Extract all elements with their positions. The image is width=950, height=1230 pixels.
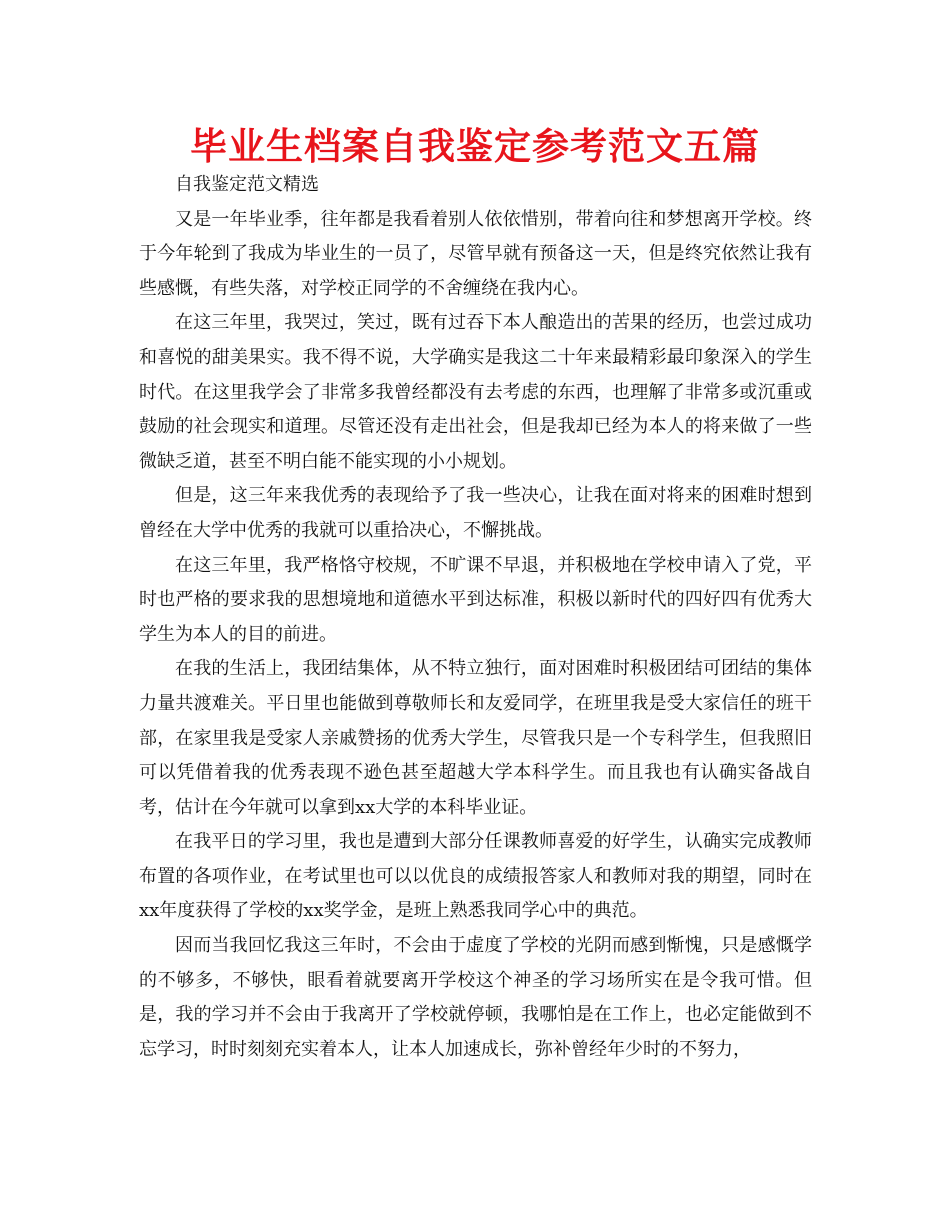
paragraph-4: 在这三年里，我严格恪守校规，不旷课不早退，并积极地在学校申请入了党，平时也严格的要求我的思想境地和道德水平到达标准，积极以新时代的四好四有优秀大学生为本人的目的前进。: [139, 554, 812, 645]
paragraph-3: 但是，这三年来我优秀的表现给予了我一些决心，让我在面对将来的困难时想到曾经在大学中优秀的我就可以重拾决心，不懈挑战。: [139, 485, 812, 541]
document-body: [139, 168, 812, 1067]
paragraph-7: 因而当我回忆我这三年时，不会由于虚度了学校的光阴而感到惭愧，只是感慨学的不够多，不够快，眼看着就要离开学校这个神圣的学习场所实在是令我可惜。但是，我的学习并不会由于我离开了学校就停顿，我哪怕是在工作上，也必定能做到不忘学习，时时刻刻充实着本人，让本人加速成长，弥补曾经年少时的不努力，: [139, 935, 812, 1060]
paragraph-5: 在我的生活上，我团结集体，从不特立独行，面对困难时积极团结可团结的集体力量共渡难关。平日里也能做到尊敬师长和友爱同学，在班里我是受大家信任的班干部，在家里我是受家人亲戚赞扬的优秀大学生，尽管我只是一个专科学生，但我照旧可以凭借着我的优秀表现不逊色甚至超越大学本科学生。而且我也有认确实备战自考，估计在今年就可以拿到xx大学的本科毕业证。: [139, 658, 812, 818]
document-subtitle: 自我鉴定范文精选: [175, 174, 319, 195]
paragraph-2: 在这三年里，我哭过，笑过，既有过吞下本人酿造出的苦果的经历，也尝过成功和喜悦的甜美果实。我不得不说，大学确实是我这二十年来最精彩最印象深入的学生时代。在这里我学会了非常多我曾经都没有去考虑的东西，也理解了非常多或沉重或鼓励的社会现实和道理。尽管还没有走出社会，但是我却已经为本人的将来做了一些微缺乏道，甚至不明白能不能实现的小小规划。: [139, 312, 812, 472]
page-title: 毕业生档案自我鉴定参考范文五篇: [190, 125, 760, 168]
paragraph-1: 又是一年毕业季，往年都是我看着别人依依惜别，带着向往和梦想离开学校。终于今年轮到了我成为毕业生的一员了，尽管早就有预备这一天，但是终究依然让我有些感慨，有些失落，对学校正同学的不舍缠绕在我内心。: [139, 208, 812, 299]
paragraph-6: 在我平日的学习里，我也是遭到大部分任课教师喜爱的好学生，认确实完成教师布置的各项作业，在考试里也可以以优良的成绩报答家人和教师对我的期望，同时在xx年度获得了学校的xx奖学金，是班上熟悉我同学心中的典范。: [139, 831, 812, 922]
